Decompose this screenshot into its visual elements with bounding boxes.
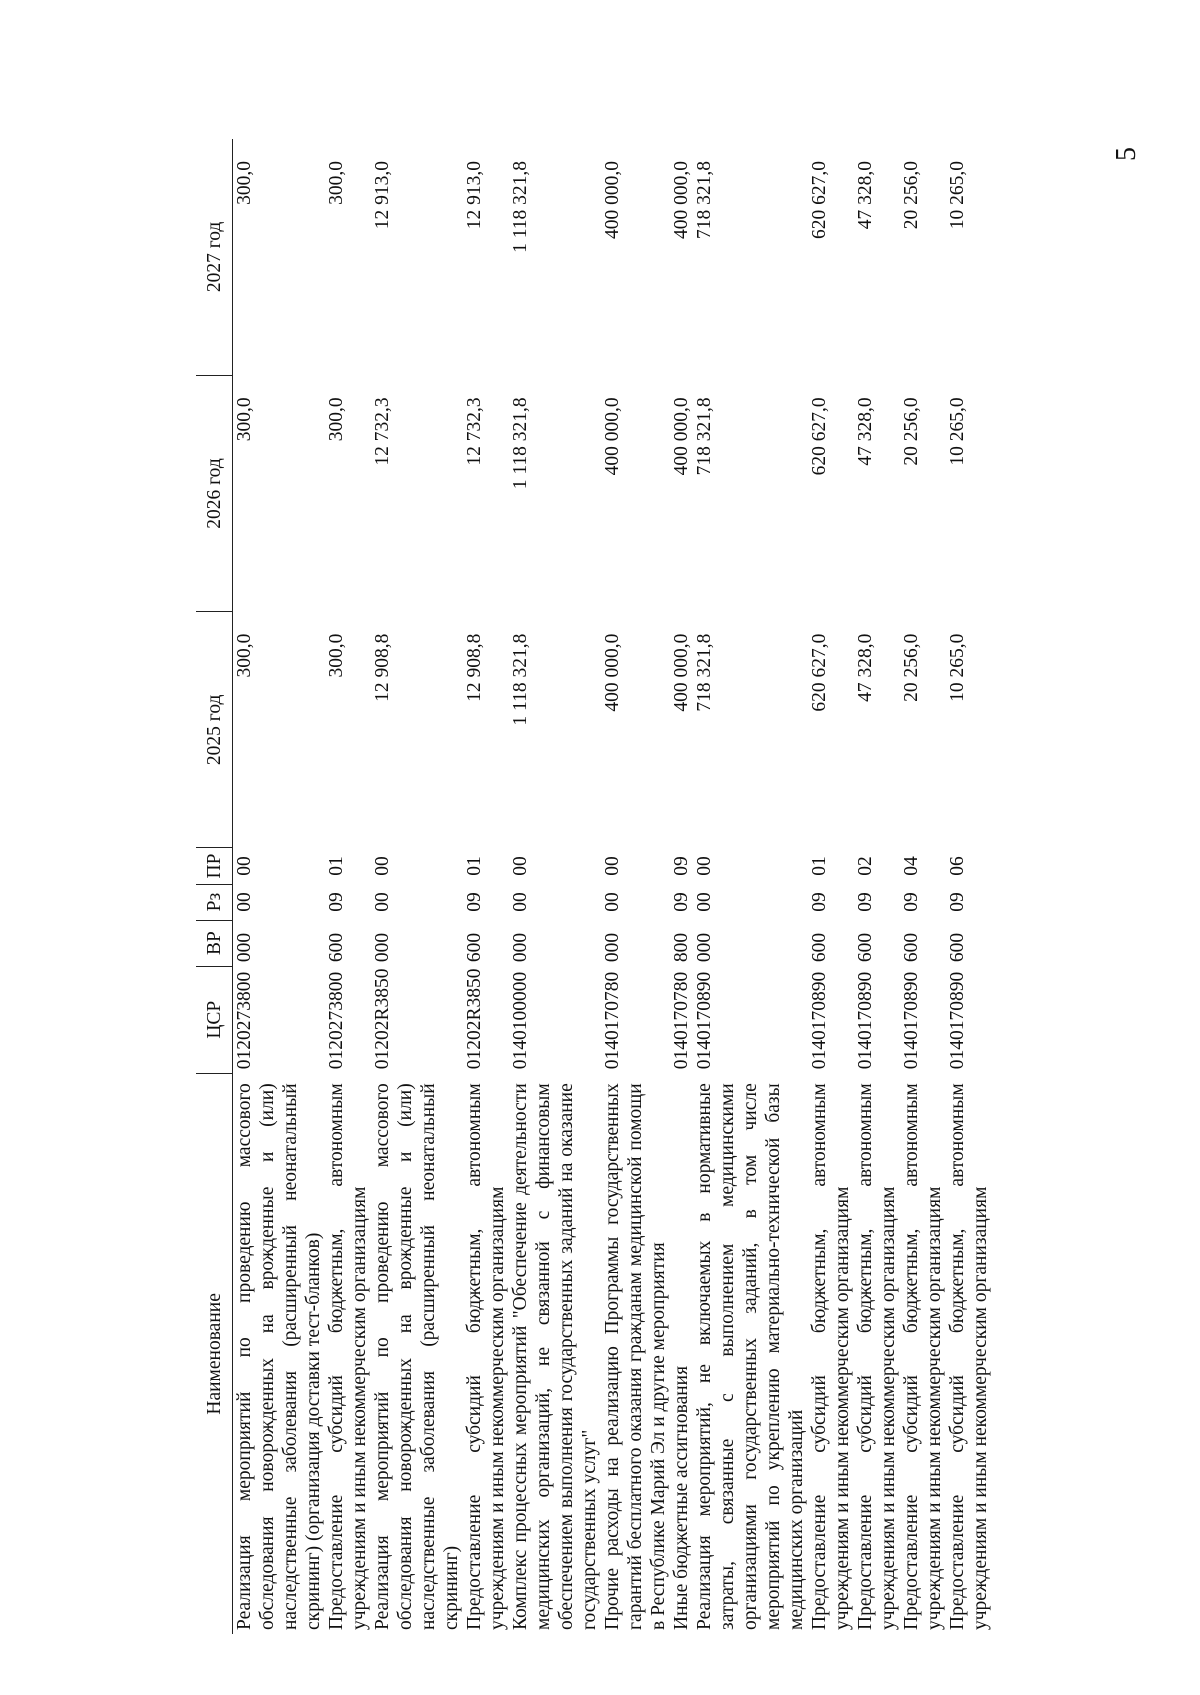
row-pr: 00	[602, 856, 623, 876]
table-row	[509, 139, 601, 1634]
header-2027: 2027 год	[196, 139, 233, 375]
row-vr: 000	[234, 932, 255, 963]
table-body	[233, 139, 993, 1634]
row-vr: 800	[671, 932, 692, 963]
row-vr: 000	[602, 932, 623, 963]
table-row	[670, 139, 693, 1634]
budget-table	[196, 139, 992, 1634]
row-2025: 620 627,0	[809, 633, 830, 712]
row-2025: 400 000,0	[671, 633, 692, 712]
header-vr: ВР	[196, 920, 233, 966]
row-rz: 00	[234, 892, 255, 912]
row-pr: 04	[901, 856, 922, 876]
table-row	[693, 139, 808, 1634]
row-pr: 00	[694, 856, 715, 876]
table-header-row	[196, 139, 233, 1634]
row-2027: 400 000,0	[602, 161, 623, 239]
row-pr: 01	[326, 856, 347, 876]
row-csr: 0140170890	[694, 971, 715, 1070]
table-row	[946, 139, 992, 1634]
row-csr: 01202R3850	[372, 968, 393, 1070]
row-rz: 09	[809, 892, 830, 912]
row-2026: 620 627,0	[809, 397, 830, 476]
row-2026: 400 000,0	[602, 397, 623, 476]
row-name: Реализация мероприятий по проведению массового обследования новорожденных на врожденные и (или) наследственные заболевания (расширенный неонатальный скрининг) (организация доставки тест-бланков)	[234, 1083, 324, 1630]
row-2026: 12 732,3	[464, 397, 485, 466]
row-2025: 20 256,0	[901, 633, 922, 702]
table-row	[601, 139, 670, 1634]
row-2025: 10 265,0	[947, 633, 968, 702]
row-csr: 0140170890	[855, 971, 876, 1070]
header-pr: ПР	[196, 848, 233, 884]
row-2027: 300,0	[326, 161, 347, 205]
row-pr: 09	[671, 856, 692, 876]
row-vr: 600	[809, 932, 830, 963]
row-2026: 300,0	[234, 397, 255, 442]
row-csr: 0140100000	[510, 971, 531, 1070]
row-2025: 47 328,0	[855, 633, 876, 702]
row-pr: 01	[464, 856, 485, 876]
row-2026: 10 265,0	[947, 397, 968, 466]
row-name: Прочие расходы на реализацию Программы государственных гарантий бесплатного оказания гражданам медицинской помощи в Республике Марий Эл и другие мероприятия	[602, 1083, 669, 1630]
row-csr: 0140170780	[671, 971, 692, 1070]
row-csr: 0140170890	[809, 971, 830, 1070]
row-name: Иные бюджетные ассигнования	[671, 1365, 692, 1630]
row-2027: 47 328,0	[855, 161, 876, 230]
row-vr: 600	[901, 932, 922, 963]
row-rz: 09	[464, 892, 485, 912]
table-row	[900, 139, 946, 1634]
row-pr: 02	[855, 856, 876, 876]
row-2026: 20 256,0	[901, 397, 922, 466]
row-2025: 400 000,0	[602, 633, 623, 712]
row-rz: 09	[901, 892, 922, 912]
row-2025: 718 321,8	[694, 633, 715, 712]
row-2027: 718 321,8	[694, 161, 715, 239]
row-2025: 300,0	[326, 633, 347, 678]
row-2026: 1 118 321,8	[510, 397, 531, 490]
row-2026: 718 321,8	[694, 397, 715, 476]
row-2027: 12 913,0	[464, 161, 485, 230]
page-number: 5	[1111, 147, 1142, 161]
row-vr: 000	[694, 932, 715, 963]
row-csr: 0140170780	[602, 971, 623, 1070]
row-2025: 12 908,8	[372, 633, 393, 702]
row-csr: 0140170890	[901, 971, 922, 1070]
row-rz: 09	[671, 892, 692, 912]
row-pr: 01	[809, 856, 830, 876]
row-vr: 000	[372, 932, 393, 963]
row-vr: 600	[326, 932, 347, 963]
row-rz: 00	[372, 892, 393, 912]
row-pr: 00	[234, 856, 255, 876]
row-rz: 09	[326, 892, 347, 912]
header-2025: 2025 год	[196, 612, 233, 848]
row-vr: 600	[947, 932, 968, 963]
row-rz: 00	[510, 892, 531, 912]
row-name: Реализация мероприятий по проведению массового обследования новорожденных на врожденные и (или) наследственные заболевания (расширенный неонатальный скрининг)	[372, 1083, 462, 1630]
header-2026: 2026 год	[196, 375, 233, 611]
table-row	[325, 139, 371, 1634]
row-name: Предоставление субсидий бюджетным, автономным учреждениям и иным некоммерческим организациям	[855, 1083, 899, 1630]
row-name: Предоставление субсидий бюджетным, автономным учреждениям и иным некоммерческим организациям	[947, 1083, 991, 1630]
row-vr: 000	[510, 932, 531, 963]
row-2026: 47 328,0	[855, 397, 876, 466]
row-2027: 400 000,0	[671, 161, 692, 239]
row-rz: 09	[947, 892, 968, 912]
row-2027: 620 627,0	[809, 161, 830, 239]
row-csr: 0120273800	[234, 971, 255, 1070]
row-name: Предоставление субсидий бюджетным, автономным учреждениям и иным некоммерческим организациям	[809, 1083, 853, 1630]
table-row	[854, 139, 900, 1634]
row-2027: 10 265,0	[947, 161, 968, 230]
row-2025: 12 908,8	[464, 633, 485, 702]
row-2027: 20 256,0	[901, 161, 922, 230]
row-2027: 1 118 321,8	[510, 161, 531, 253]
row-2025: 1 118 321,8	[510, 633, 531, 726]
budget-table-sheet	[196, 139, 1026, 1634]
row-vr: 600	[855, 932, 876, 963]
row-2025: 300,0	[234, 633, 255, 678]
row-name: Предоставление субсидий бюджетным, автономным учреждениям и иным некоммерческим организациям	[464, 1083, 508, 1630]
table-row	[233, 139, 326, 1634]
row-rz: 09	[855, 892, 876, 912]
row-name: Комплекс процессных мероприятий "Обеспечение деятельности медицинских организаций, не связанной с финансовым обеспечением выполнения государственных заданий на оказание государственных услуг"	[510, 1083, 600, 1630]
row-csr: 01202R3850	[464, 968, 485, 1070]
row-pr: 06	[947, 856, 968, 876]
row-vr: 600	[464, 932, 485, 963]
row-2026: 400 000,0	[671, 397, 692, 476]
row-name: Реализация мероприятий, не включаемых в нормативные затраты, связанные с выполнением медицинскими организациями государственных заданий, в том числе мероприятий по укреплению материально-технической базы медицинских организаций	[694, 1083, 807, 1630]
row-name: Предоставление субсидий бюджетным, автономным учреждениям и иным некоммерческим организациям	[326, 1083, 370, 1630]
row-csr: 0120273800	[326, 971, 347, 1070]
row-2026: 300,0	[326, 397, 347, 442]
row-2027: 300,0	[234, 161, 255, 205]
row-rz: 00	[694, 892, 715, 912]
row-pr: 00	[372, 856, 393, 876]
row-name: Предоставление субсидий бюджетным, автономным учреждениям и иным некоммерческим организациям	[901, 1083, 945, 1630]
header-name: Наименование	[196, 1073, 233, 1634]
table-row	[463, 139, 509, 1634]
row-2027: 12 913,0	[372, 161, 393, 230]
header-rz: Рз	[196, 884, 233, 920]
header-csr: ЦСР	[196, 966, 233, 1073]
table-row	[808, 139, 854, 1634]
row-csr: 0140170890	[947, 971, 968, 1070]
table-row	[371, 139, 463, 1634]
row-pr: 00	[510, 856, 531, 876]
row-2026: 12 732,3	[372, 397, 393, 466]
row-rz: 00	[602, 892, 623, 912]
